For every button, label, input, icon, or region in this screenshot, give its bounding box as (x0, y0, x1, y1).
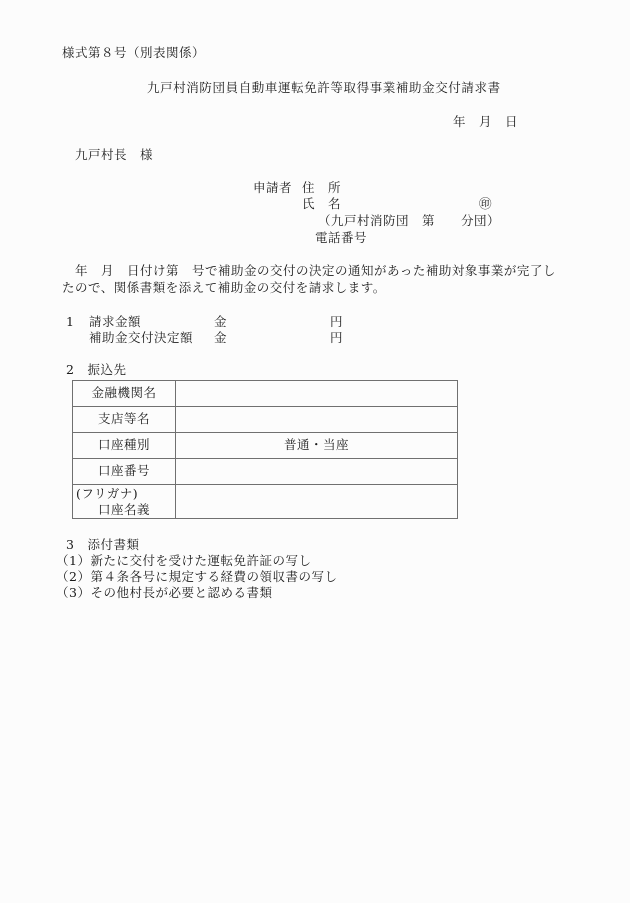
request-amount-label: 請求金額 (89, 314, 142, 329)
date-line: 年 月 日 (453, 114, 519, 129)
body-text-line-1: 年 月 日付け第 号で補助金の交付の決定の通知があった補助対象事業が完了し (62, 263, 556, 278)
bank-transfer-table (72, 380, 458, 519)
request-amount-unit: 円 (330, 314, 344, 329)
account-number-value[interactable] (176, 459, 458, 485)
branch-name-label: 支店等名 (73, 407, 176, 433)
bank-name-label: 金融機関名 (73, 381, 176, 407)
bank-name-value[interactable] (176, 381, 458, 407)
account-type-value[interactable]: 普通・当座 (176, 433, 458, 459)
account-number-label: 口座番号 (73, 459, 176, 485)
account-holder-label (73, 485, 176, 519)
section1-number: 1 (66, 314, 75, 329)
seal-icon: ㊞ (479, 196, 493, 211)
attachment-item: （3）その他村長が必要と認める書類 (56, 585, 273, 600)
section2-heading: 2 振込先 (66, 362, 127, 377)
account-holder-label-text: 口座名義 (97, 501, 150, 517)
phone-field-label: 電話番号 (315, 230, 368, 245)
document-title: 九戸村消防団員自動車運転免許等取得事業補助金交付請求書 (147, 80, 501, 95)
addressee: 九戸村長 様 (75, 147, 154, 162)
name-field-label: 氏 名 (302, 196, 342, 211)
table-row (73, 407, 458, 433)
body-text-line-2: たので、関係書類を添えて補助金の交付を請求します。 (62, 280, 386, 295)
account-holder-value[interactable] (176, 485, 458, 519)
attachment-item: （1）新たに交付を受けた運転免許証の写し (56, 553, 312, 568)
applicant-label: 申請者 (253, 180, 293, 195)
account-type-label: 口座種別 (73, 433, 176, 459)
decided-amount-prefix: 金 (214, 330, 228, 345)
fire-corps-division: （九戸村消防団 第 分団） (318, 213, 501, 228)
branch-name-value[interactable] (176, 407, 458, 433)
table-row (73, 485, 458, 519)
table-row (73, 381, 458, 407)
table-row (73, 433, 458, 459)
furigana-label: (フリガナ) (76, 485, 139, 501)
decided-amount-label: 補助金交付決定額 (89, 330, 194, 345)
table-row (73, 459, 458, 485)
decided-amount-unit: 円 (330, 330, 344, 345)
attachment-item: （2）第４条各号に規定する経費の領収書の写し (56, 569, 338, 584)
section3-heading: 3 添付書類 (66, 537, 140, 552)
form-number: 様式第８号（別表関係） (62, 45, 206, 60)
request-amount-prefix: 金 (214, 314, 228, 329)
address-field-label: 住 所 (302, 180, 342, 195)
